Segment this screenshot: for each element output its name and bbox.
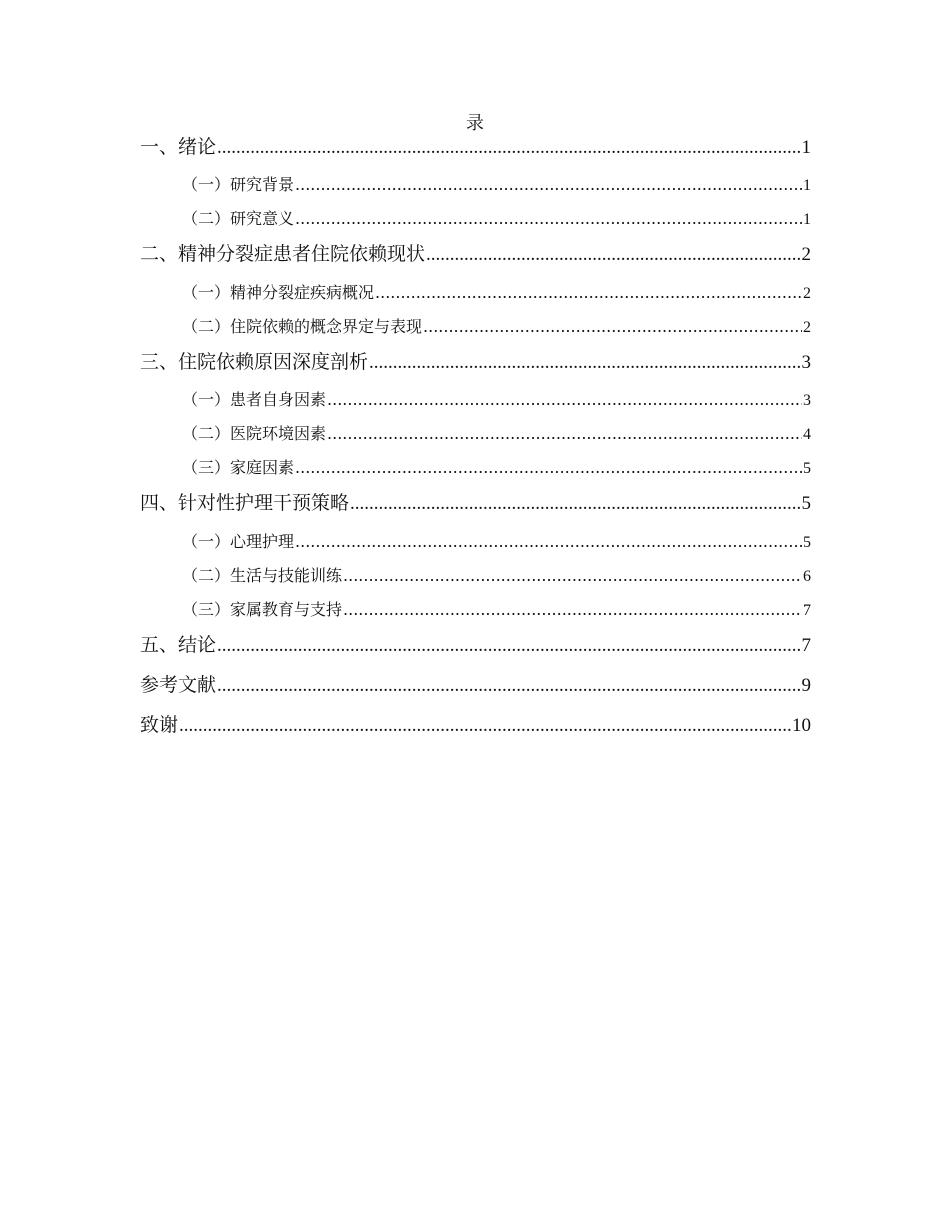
toc-entry-page: 5 [803,460,811,477]
toc-entry[interactable] [182,423,811,446]
dot-leader [327,423,802,445]
dot-leader [295,457,802,479]
toc-entry-page: 9 [801,675,811,696]
toc-entry-page: 10 [792,715,811,736]
dot-leader [179,712,791,739]
dot-leader [217,134,800,161]
toc-entry-label: 一、绪论 [140,136,217,158]
dot-leader [217,632,800,659]
toc-entry[interactable] [182,316,811,339]
toc-entry-label: （一）精神分裂症疾病概况 [182,283,375,302]
toc-entry-page: 3 [801,352,811,373]
toc-entry-page: 3 [803,392,811,409]
dot-leader [350,490,800,517]
dot-leader [327,389,802,411]
toc-entry-label: （二）住院依赖的概念界定与表现 [182,317,423,336]
toc-entry[interactable] [182,457,811,480]
toc-entry-label: 二、精神分裂症患者住院依赖现状 [140,243,426,265]
toc-entry[interactable] [140,134,811,161]
toc-entry[interactable] [140,632,811,659]
toc-entry-page: 7 [803,602,811,619]
toc-entry-page: 2 [803,285,811,302]
toc-entry-label: 致谢 [140,714,179,736]
toc-entry[interactable] [140,241,811,268]
dot-leader [295,208,802,230]
toc-entry-label: 四、针对性护理干预策略 [140,492,350,514]
toc-entry-page: 1 [801,137,811,158]
toc-entry[interactable] [182,599,811,622]
toc-entry-page: 1 [803,177,811,194]
toc-entry-label: （一）研究背景 [182,175,295,194]
toc-title: 录 [466,113,484,134]
toc-entry-label: 三、住院依赖原因深度剖析 [140,351,369,373]
toc-entry[interactable] [182,531,811,554]
toc-entry-page: 2 [801,244,811,265]
dot-leader [295,531,802,553]
toc-entry-page: 5 [801,493,811,514]
toc-entry-page: 5 [803,534,811,551]
toc-entry-label: （二）医院环境因素 [182,424,327,443]
toc-entry-label: （三）家属教育与支持 [182,600,343,619]
dot-leader [217,672,800,699]
toc-entry-page: 2 [803,319,811,336]
dot-leader [369,349,800,376]
dot-leader [426,241,800,268]
toc-entry-label: （二）研究意义 [182,209,295,228]
toc-entry-label: （一）心理护理 [182,532,295,551]
dot-leader [423,316,802,338]
toc-entry[interactable] [182,282,811,305]
toc-entry[interactable] [140,349,811,376]
toc-entry[interactable] [182,389,811,412]
dot-leader [343,599,802,621]
toc-entry[interactable] [182,565,811,588]
toc-entry[interactable] [140,712,811,739]
toc-entry[interactable] [182,208,811,231]
toc-entry[interactable] [140,490,811,517]
toc-entry-label: （二）生活与技能训练 [182,566,343,585]
toc-entry-label: （三）家庭因素 [182,458,295,477]
toc-entry-label: 参考文献 [140,674,217,696]
dot-leader [295,174,802,196]
toc-entry-label: （一）患者自身因素 [182,390,327,409]
toc-entry-page: 6 [803,568,811,585]
toc-entry[interactable] [182,174,811,197]
toc-entry-label: 五、结论 [140,634,217,656]
toc-entry-page: 7 [801,635,811,656]
toc-entry[interactable] [140,672,811,699]
dot-leader [343,565,802,587]
dot-leader [375,282,802,304]
toc-entry-page: 1 [803,211,811,228]
toc-entry-page: 4 [803,426,811,443]
